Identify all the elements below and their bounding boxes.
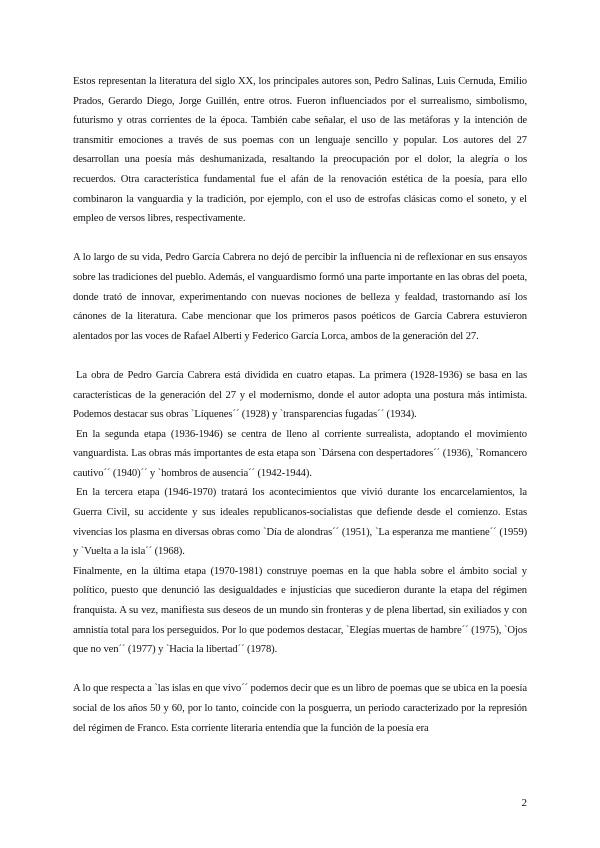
paragraph-islas: A lo que respecta a `las islas en que vivo´´ podemos decir que es un libro de poemas que se ubica en la poesía social de los años 50 y 60, por lo tanto, coincide con la posguerra, un periodo caracterizado por la represión del régimen de Franco. Esta corriente literaria entendía que la función de la poesía era [73, 683, 527, 734]
paragraph-vanguardismo: A lo largo de su vida, Pedro García Cabrera no dejó de percibir la influencia ni de reflexionar en sus ensayos sobre las tradiciones del pueblo. Además, el vanguardismo formó una parte importante en las obras del poeta, donde trató de innovar, experimentando con nuevas nociones de belleza y fealdad, trastornando así los cánones de la literatura. Cabe mencionar que los primeros pasos poéticos de García Cabrera estuvieron alentados por las voces de Rafael Alberti y Federico García Lorca, ambos de la generación del 27. [73, 252, 527, 342]
page-number: 2 [521, 797, 527, 809]
paragraph-etapa-segunda: En la segunda etapa (1936-1946) se centra de lleno al corriente surrealista, adoptando el movimiento vanguardista. Las obras más importantes de esta etapa son `Dársena con despertadores´´ (1936), `Romancero cautivo´´ (1940)´´ y `hombros de ausencia´´ (1942-1944). [73, 428, 527, 479]
paragraph-etapa-final: Finalmente, en la última etapa (1970-1981) construye poemas en la que habla sobre el ámbito social y político, puesto que denunció las desigualdades e injusticias que sucedieron durante la etapa del régimen franquista. A su vez, manifiesta sus deseos de un mundo sin fronteras y de plena libertad, sin exiliados y con amnistía total para los perseguidos. Por lo que podemos destacar, `Elegías muertas de hambre´´ (1975), `Ojos que no ven´´ (1977) y `Hacia la libertad´´ (1978). [73, 565, 527, 656]
paragraph-etapa-tercera: En la tercera etapa (1946-1970) tratará los acontecimientos que vivió durante los encarcelamientos, la Guerra Civil, su accidente y sus ideales republicanos-socialistas que defiende desde el comienzo. Estas vivencias los plasma en diversas obras como `Día de alondras´´ (1951), `La esperanza me mantiene´´ (1959) y `Vuelta a la isla´´ (1968). [73, 487, 527, 558]
paragraph-gap [73, 660, 527, 680]
paragraph-gap [73, 229, 527, 249]
paragraph-generation-27: Estos representan la literatura del siglo XX, los principales autores son, Pedro Salinas, Luis Cernuda, Emilio Prados, Gerardo Diego, Jorge Guillén, entre otros. Fueron influenciados por el surrealismo, simbolismo, futurismo y otras corrientes de la época. También cabe señalar, el uso de las metáforas y la intención de transmitir emociones a través de sus poemas con un lenguaje sencillo y popular. Los autores del 27 desarrollan una poesía más deshumanizada, resaltando la preocupación por el dolor, la alegría o los recuerdos. Otra característica fundamental fue el afán de la renovación estética de la poesía, para ello combinaron la vanguardia y la tradición, por ejemplo, con el uso de estrofas clásicas como el soneto, y el empleo de versos libres, respectivamente. [73, 76, 527, 225]
document-body [73, 72, 527, 738]
paragraph-etapa-primera: La obra de Pedro García Cabrera está dividida en cuatro etapas. La primera (1928-1936) se basa en las características de la generación del 27 y el modernismo, donde el autor adopta una postura más intimista. Podemos destacar sus obras `Líquenes´´ (1928) y `transparencias fugadas´´ (1934). [73, 369, 527, 421]
paragraph-gap [73, 346, 527, 366]
